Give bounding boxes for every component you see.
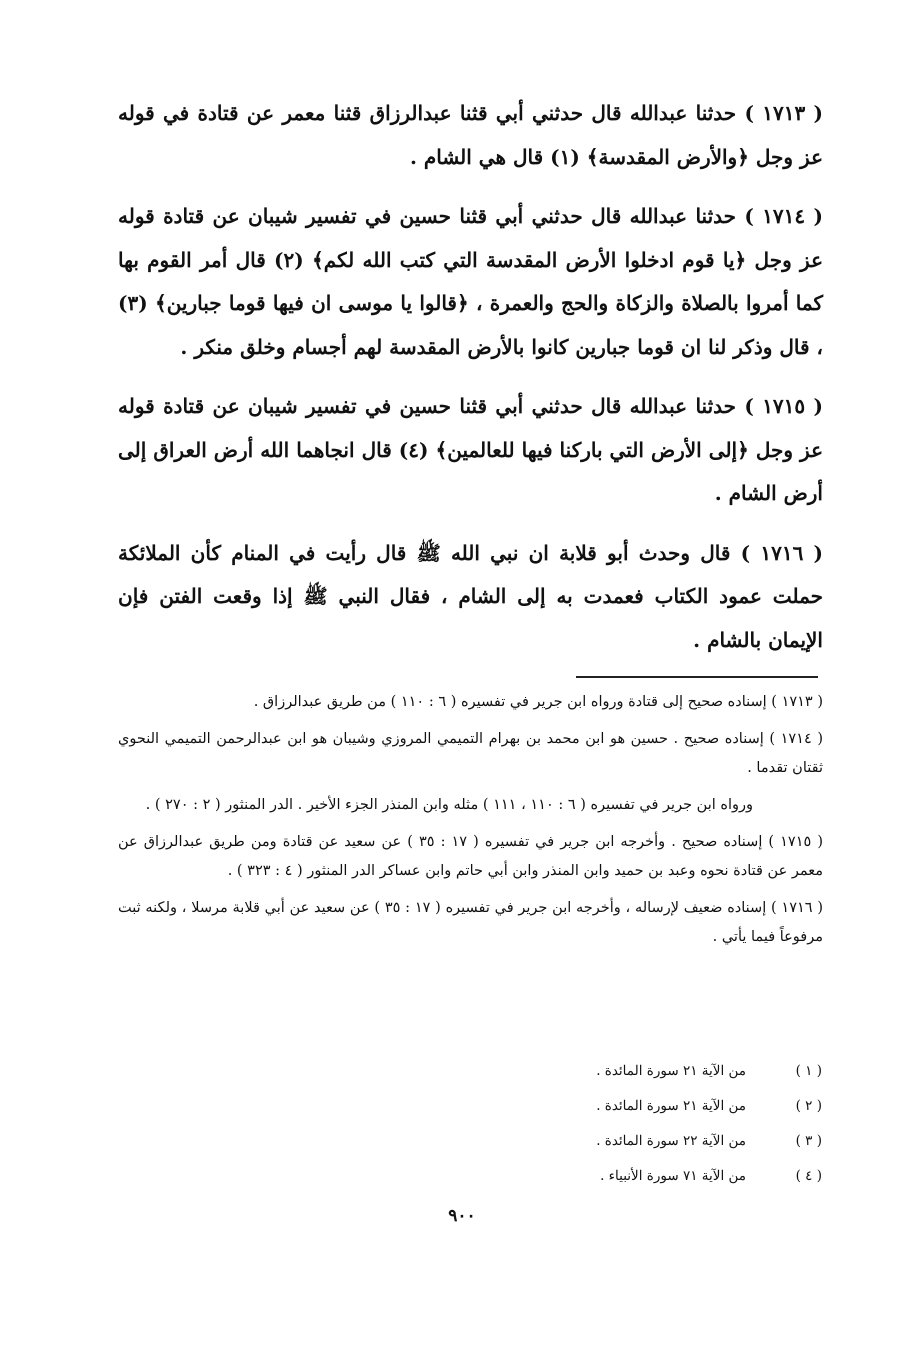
main-text — [118, 92, 823, 678]
hadith-1716 — [118, 532, 823, 663]
hadith-text: حدثنا عبدالله قال حدثني أبي قثنا حسين في تفسير شيبان عن قتادة قوله عز وجل ﴿يا قوم ادخلوا الأرض المقدسة التي كتب الله لكم﴾ (٢) قال أمر القوم بها كما أمروا بالصلاة والزكاة والحج والعمرة ، ﴿قالوا يا موسى ان فيها قوما جبارين﴾ (٣) ، قال وذكر لنا ان قوما جبارين كانوا بالأرض المقدسة لهم أجسام وخلق منكر . — [118, 204, 823, 359]
hadith-number: ( ١٧١٥ ) — [744, 394, 823, 418]
verse-ref-number: ( ٣ ) — [795, 1133, 822, 1149]
verse-ref-3 — [402, 1124, 822, 1159]
verse-references — [402, 1054, 822, 1194]
hadith-number: ( ١٧١٤ ) — [744, 204, 823, 228]
footnote-1716 — [118, 894, 823, 952]
verse-ref-text: من الآية ٢٢ سورة المائدة . — [596, 1133, 746, 1149]
footnote-number: ( ١٧١٥ ) — [768, 834, 824, 850]
footnotes — [118, 688, 823, 960]
footnote-number: ( ١٧١٣ ) — [771, 694, 823, 710]
footnote-1713 — [118, 688, 823, 717]
hadith-text: حدثنا عبدالله قال حدثني أبي قثنا عبدالرزاق قثنا معمر عن قتادة في قوله عز وجل ﴿والأرض المقدسة﴾ (١) قال هي الشام . — [118, 101, 823, 169]
page-number: ٩٠٠ — [448, 1206, 476, 1226]
footnote-number: ( ١٧١٦ ) — [771, 900, 823, 916]
verse-ref-2 — [402, 1089, 822, 1124]
footnote-1714-continuation: ورواه ابن جرير في تفسيره ( ٦ : ١١٠ ، ١١١ ) مثله وابن المنذر الجزء الأخير . الدر المنثور ( ٢ : ٢٧٠ ) . — [145, 797, 753, 813]
verse-ref-text: من الآية ٧١ سورة الأنبياء . — [600, 1168, 746, 1184]
hadith-text: قال وحدث أبو قلابة ان نبي الله ﷺ قال رأيت في المنام كأن الملائكة حملت عمود الكتاب فعمدت به إلى الشام ، فقال النبي ﷺ إذا وقعت الفتن فإن الإيمان بالشام . — [118, 540, 823, 652]
verse-ref-number: ( ٢ ) — [795, 1098, 822, 1114]
footnote-text: إسناده صحيح . وأخرجه ابن جرير في تفسيره ( ١٧ : ٣٥ ) عن سعيد عن قتادة ومن طريق عبدالرزاق عن معمر عن قتادة نحوه وعبد بن حميد وابن المنذر وابن أبي حاتم وابن عساكر الدر المنثور ( ٤ : ٣٢٣ ) . — [118, 834, 823, 879]
footnote-1714 — [118, 725, 823, 783]
verse-ref-text: من الآية ٢١ سورة المائدة . — [596, 1063, 746, 1079]
verse-ref-1 — [402, 1054, 822, 1089]
hadith-1715 — [118, 385, 823, 516]
hadith-number: ( ١٧١٦ ) — [740, 540, 823, 565]
footnote-text: إسناده ضعيف لإرساله ، وأخرجه ابن جرير في تفسيره ( ١٧ : ٣٥ ) عن سعيد عن أبي قلابة مرسلا ، ولكنه ثبت مرفوعاً فيما يأتي . — [118, 900, 823, 945]
hadith-number: ( ١٧١٣ ) — [744, 101, 823, 125]
footnote-number: ( ١٧١٤ ) — [769, 731, 824, 747]
hadith-text: حدثنا عبدالله قال حدثني أبي قثنا حسين في تفسير شيبان عن قتادة قوله عز وجل ﴿إلى الأرض التي باركنا فيها للعالمين﴾ (٤) قال انجاهما الله أرض العراق إلى أرض الشام . — [118, 394, 824, 505]
hadith-1714 — [118, 195, 823, 369]
footnote-separator — [576, 676, 818, 678]
verse-ref-number: ( ٤ ) — [795, 1168, 822, 1184]
hadith-1713 — [118, 92, 823, 179]
verse-ref-text: من الآية ٢١ سورة المائدة . — [596, 1098, 746, 1114]
footnote-text: إسناده صحيح . حسين هو ابن محمد بن بهرام التميمي المروزي وشيبان هو ابن عبدالرحمن التميمي النحوي ثقتان تقدما . — [118, 731, 823, 776]
verse-ref-4 — [402, 1159, 822, 1194]
footnote-text: إسناده صحيح إلى قتادة ورواه ابن جرير في تفسيره ( ٦ : ١١٠ ) من طريق عبدالرزاق . — [253, 694, 767, 710]
verse-ref-number: ( ١ ) — [795, 1063, 822, 1079]
footnote-1715 — [118, 828, 823, 886]
